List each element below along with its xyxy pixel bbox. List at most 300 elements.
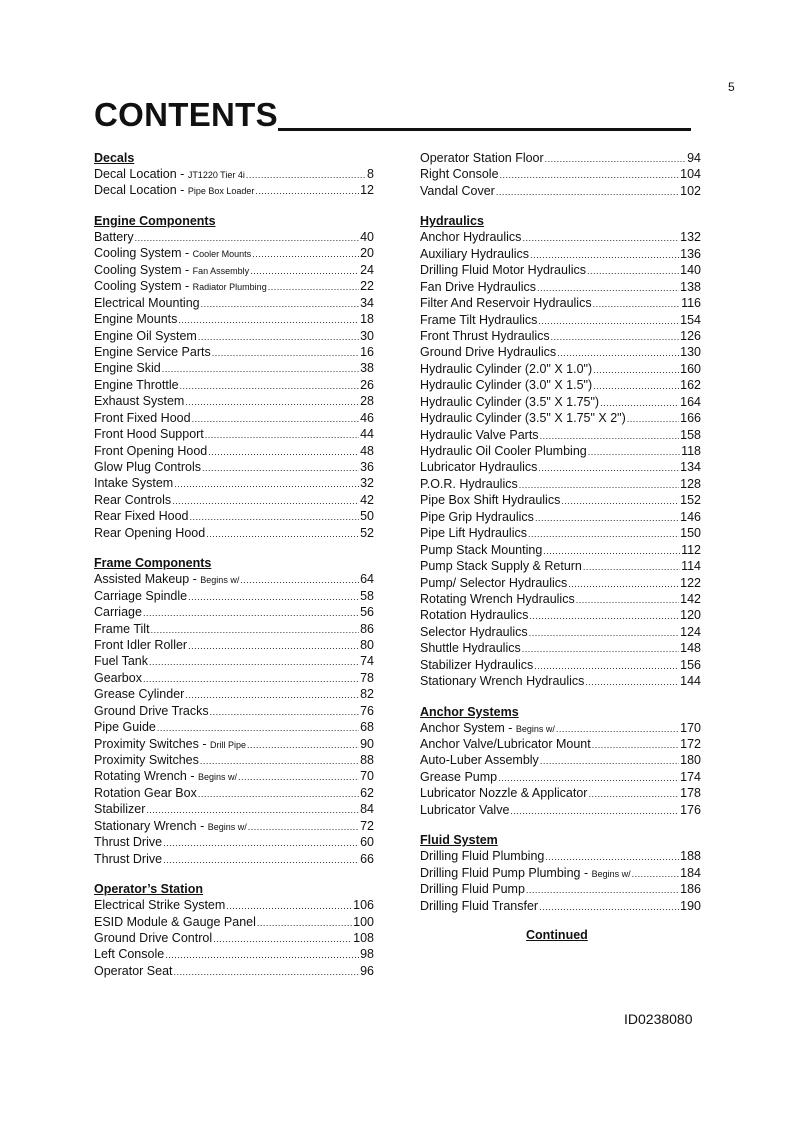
toc-entry-page-number: 34	[360, 295, 374, 310]
toc-entry[interactable]	[420, 898, 701, 914]
toc-entry-name: Pipe Lift Hydraulics	[420, 526, 527, 541]
toc-entry-page-number: 124	[680, 624, 701, 639]
toc-entry-name: Thrust Drive	[94, 851, 163, 866]
toc-entry-qualifier: Begins w/	[591, 868, 631, 879]
toc-entry-name: Auto-Luber Assembly	[420, 753, 539, 768]
toc-entry-page-number: 130	[680, 345, 701, 360]
toc-entry[interactable]	[420, 881, 701, 897]
toc-entry[interactable]	[94, 768, 374, 784]
toc-entry-qualifier: Cooler Mounts	[192, 249, 252, 260]
toc-section-engine-components	[94, 213, 374, 541]
toc-entry[interactable]	[420, 769, 701, 785]
toc-entry[interactable]	[94, 262, 374, 278]
toc-entry-title	[94, 360, 161, 376]
toc-entry-title	[420, 898, 538, 914]
toc-entry[interactable]	[94, 897, 374, 913]
toc-entry-title	[420, 575, 567, 591]
toc-entry-page-number: 180	[680, 753, 701, 768]
toc-entry-name: Stationary Wrench -	[94, 818, 208, 833]
toc-entry-title	[420, 492, 560, 508]
toc-entry[interactable]	[420, 410, 701, 426]
toc-entry[interactable]	[420, 509, 701, 525]
toc-entry-title	[94, 719, 156, 735]
toc-entry-title	[94, 166, 245, 182]
toc-section-continuation	[420, 150, 701, 199]
toc-entry[interactable]	[94, 736, 374, 752]
toc-entry[interactable]	[420, 246, 701, 262]
toc-entry[interactable]	[94, 443, 374, 459]
dot-leader	[522, 641, 679, 656]
toc-entry-page-number: 38	[360, 361, 374, 376]
toc-entry[interactable]	[420, 542, 701, 558]
toc-entry[interactable]	[94, 686, 374, 702]
dot-leader	[212, 345, 359, 360]
toc-entry-name: Proximity Switches	[94, 753, 199, 767]
toc-entry-page-number: 68	[360, 720, 374, 735]
dot-leader	[551, 329, 679, 344]
toc-entry-page-number: 48	[360, 443, 374, 458]
dot-leader	[240, 572, 359, 587]
toc-entry[interactable]	[94, 229, 374, 245]
toc-entry-name: Battery	[94, 229, 134, 244]
toc-entry-title	[420, 785, 587, 801]
toc-entry-name: Exhaust System	[94, 394, 185, 409]
toc-entry-page-number: 28	[360, 394, 374, 409]
toc-entry[interactable]	[94, 752, 374, 768]
toc-entry[interactable]	[94, 785, 374, 801]
toc-entry-name: Drilling Fluid Transfer	[420, 898, 539, 913]
toc-entry-name: Lubricator Valve	[420, 802, 510, 817]
toc-entry-page-number: 52	[360, 525, 374, 540]
dot-leader	[157, 720, 359, 735]
toc-entry[interactable]	[420, 150, 701, 166]
toc-entry-page-number: 58	[360, 588, 374, 603]
toc-entry-page-number: 152	[680, 493, 701, 508]
continued-link[interactable]: Continued	[526, 927, 588, 942]
toc-entry-page-number: 154	[680, 312, 701, 327]
toc-entry[interactable]	[94, 703, 374, 719]
toc-entry[interactable]	[94, 719, 374, 735]
toc-section-decals	[94, 150, 374, 199]
toc-entry-name: Anchor Hydraulics	[420, 230, 522, 245]
toc-entry-title	[94, 946, 164, 962]
toc-entry-page-number: 118	[681, 444, 701, 458]
toc-entry[interactable]	[420, 752, 701, 768]
toc-entry-name: Drilling Fluid Pump Plumbing -	[420, 865, 592, 880]
toc-entry-title	[94, 897, 225, 913]
toc-entry-page-number: 174	[680, 769, 701, 784]
toc-entry-page-number: 32	[360, 476, 374, 491]
toc-entry[interactable]	[94, 818, 374, 834]
dot-leader	[600, 395, 679, 410]
toc-entry-title	[94, 571, 239, 587]
toc-entry-name: P.O.R. Hydraulics	[420, 476, 518, 491]
toc-entry[interactable]	[420, 657, 701, 673]
toc-entry-page-number: 100	[353, 914, 374, 929]
toc-entry-page-number: 96	[360, 963, 374, 978]
dot-leader	[540, 428, 680, 443]
toc-entry[interactable]	[94, 344, 374, 360]
toc-right-column	[420, 150, 701, 942]
toc-entry-page-number: 50	[360, 509, 374, 524]
toc-entry-page-number: 148	[680, 641, 701, 656]
toc-entry-page-number: 120	[680, 608, 701, 623]
dot-leader	[163, 852, 359, 867]
toc-entry-name: Assisted Makeup -	[94, 572, 201, 587]
toc-entry-title	[420, 525, 527, 541]
toc-entry[interactable]	[94, 801, 374, 817]
toc-entry[interactable]	[94, 410, 374, 426]
toc-entry-page-number: 56	[360, 605, 374, 620]
toc-entry-page-number: 80	[360, 637, 374, 652]
toc-entry-title	[94, 229, 134, 245]
toc-entry[interactable]	[420, 361, 701, 377]
toc-entry[interactable]	[94, 946, 374, 962]
toc-entry-page-number: 26	[360, 377, 374, 392]
toc-entry-name: Rotation Gear Box	[94, 785, 197, 800]
toc-entry[interactable]	[420, 394, 701, 410]
dot-leader	[198, 329, 359, 344]
dot-leader	[585, 674, 679, 689]
toc-entry[interactable]	[420, 459, 701, 475]
toc-entry-title	[94, 653, 148, 669]
toc-entry-name: Right Console	[420, 167, 499, 182]
toc-entry[interactable]	[420, 736, 701, 752]
toc-entry[interactable]	[420, 607, 701, 623]
toc-entry-title	[94, 410, 191, 426]
toc-entry[interactable]	[94, 311, 374, 327]
toc-entry[interactable]	[94, 328, 374, 344]
dot-leader	[561, 493, 679, 508]
toc-entry-name: Frame Tilt Hydraulics	[420, 312, 538, 327]
page-number: 5	[728, 80, 735, 94]
toc-entry[interactable]	[420, 640, 701, 656]
toc-entry-title	[420, 246, 529, 262]
toc-entry-name: Rotating Wrench -	[94, 769, 198, 784]
toc-entry-name: Fuel Tank	[94, 654, 148, 669]
toc-entry-name: Anchor System -	[420, 720, 516, 735]
toc-entry-title	[420, 848, 544, 864]
toc-entry-name: Rotating Wrench Hydraulics	[420, 591, 575, 606]
dot-leader	[226, 898, 352, 913]
toc-entry-title	[420, 591, 575, 607]
toc-entry-title	[420, 459, 537, 475]
dot-leader	[180, 378, 360, 393]
toc-entry-title	[420, 476, 518, 492]
toc-entry[interactable]	[94, 182, 374, 198]
toc-entry-qualifier: Begins w/	[207, 821, 247, 832]
toc-entry-title	[420, 183, 495, 199]
toc-entry[interactable]	[420, 720, 701, 736]
toc-entry-title	[420, 410, 626, 426]
toc-entry[interactable]	[94, 588, 374, 604]
toc-entry-name: Gearbox	[94, 670, 142, 685]
toc-entry-title	[94, 278, 267, 294]
toc-entry-name: Pipe Box Shift Hydraulics	[420, 493, 561, 508]
dot-leader	[538, 460, 679, 475]
toc-entry-name: Vandal Cover	[420, 183, 495, 198]
toc-entry-name: Pipe Grip Hydraulics	[420, 509, 534, 524]
toc-entry-title	[420, 150, 544, 166]
toc-entry-page-number: 22	[360, 279, 374, 294]
toc-entry[interactable]	[94, 637, 374, 653]
toc-entry[interactable]	[94, 834, 374, 850]
toc-entry-title	[420, 720, 555, 736]
toc-entry-title	[94, 736, 246, 752]
toc-entry-page-number: 84	[360, 802, 374, 817]
toc-entry[interactable]	[94, 930, 374, 946]
dot-leader	[557, 345, 679, 360]
toc-entry-title	[94, 818, 247, 834]
dot-leader	[568, 576, 679, 591]
toc-entry[interactable]	[420, 229, 701, 245]
toc-entry[interactable]	[420, 183, 701, 199]
toc-entry-name: Rear Controls	[94, 492, 172, 507]
toc-entry[interactable]	[94, 475, 374, 491]
toc-entry[interactable]	[94, 525, 374, 541]
dot-leader	[143, 605, 359, 620]
dot-leader	[545, 849, 679, 864]
dot-leader	[174, 964, 360, 979]
dot-leader	[255, 183, 359, 198]
toc-entry-page-number: 136	[680, 246, 701, 261]
toc-entry[interactable]	[420, 328, 701, 344]
toc-entry-name: Anchor Valve/Lubricator Mount	[420, 737, 591, 751]
toc-entry-name: Shuttle Hydraulics	[420, 641, 521, 656]
toc-entry[interactable]	[94, 360, 374, 376]
toc-entry[interactable]	[420, 525, 701, 541]
toc-entry-page-number: 188	[680, 849, 701, 864]
toc-entry-title	[94, 621, 150, 637]
toc-entry-title	[420, 657, 533, 673]
toc-entry[interactable]	[94, 492, 374, 508]
toc-entry-page-number: 132	[680, 230, 701, 245]
toc-entry[interactable]	[94, 278, 374, 294]
toc-entry-name: Engine Oil System	[94, 328, 197, 343]
toc-entry-page-number: 172	[680, 737, 701, 751]
toc-entry[interactable]	[94, 295, 374, 311]
toc-entry[interactable]	[420, 673, 701, 689]
toc-entry-page-number: 88	[360, 753, 374, 767]
dot-leader	[188, 638, 359, 653]
toc-entry-name: Engine Mounts	[94, 312, 178, 327]
toc-entry-page-number: 30	[360, 328, 374, 343]
dot-leader	[534, 658, 679, 673]
toc-entry[interactable]	[420, 492, 701, 508]
toc-entry-page-number: 70	[360, 769, 374, 784]
toc-entry-qualifier: JT1220 Tier 4i	[187, 170, 245, 180]
toc-entry[interactable]	[94, 604, 374, 620]
dot-leader	[545, 151, 686, 166]
toc-entry-title	[94, 686, 184, 702]
dot-leader	[556, 721, 679, 736]
toc-entry[interactable]	[420, 848, 701, 864]
toc-entry[interactable]	[420, 443, 701, 459]
dot-leader	[510, 803, 679, 818]
dot-leader	[543, 543, 680, 558]
dot-leader	[528, 526, 679, 541]
toc-entry-title	[94, 930, 212, 946]
toc-entry-name: Front Thrust Hydraulics	[420, 328, 550, 343]
toc-left-column	[94, 150, 374, 993]
toc-entry-page-number: 42	[360, 492, 374, 507]
toc-entry-name: Lubricator Hydraulics	[420, 460, 538, 475]
toc-entry[interactable]	[94, 653, 374, 669]
toc-entry-title	[420, 736, 591, 752]
section-heading: Engine Components	[94, 213, 216, 228]
toc-entry[interactable]	[94, 426, 374, 442]
toc-entry-name: Hydraulic Cylinder (3.0" X 1.5")	[420, 378, 593, 393]
toc-entry-title	[420, 361, 592, 377]
toc-entry-name: ESID Module & Gauge Panel	[94, 914, 256, 929]
toc-entry-title	[94, 443, 207, 459]
dot-leader	[529, 625, 679, 640]
toc-entry[interactable]	[94, 851, 374, 867]
toc-entry-page-number: 90	[360, 736, 374, 751]
toc-entry-title	[94, 295, 200, 311]
toc-entry-page-number: 134	[680, 460, 701, 475]
toc-entry-name: Carriage Spindle	[94, 588, 188, 603]
dot-leader	[143, 671, 359, 686]
toc-entry-name: Front Idler Roller	[94, 637, 188, 652]
toc-entry-name: Filter And Reservoir Hydraulics	[420, 296, 592, 311]
toc-entry-title	[94, 459, 201, 475]
toc-entry-name: Ground Drive Control	[94, 930, 213, 945]
toc-entry-name: Front Hood Support	[94, 427, 204, 442]
toc-entry-name: Drilling Fluid Motor Hydraulics	[420, 263, 587, 278]
dot-leader	[174, 476, 359, 491]
toc-entry-name: Engine Skid	[94, 361, 161, 376]
dot-leader	[185, 394, 359, 409]
toc-entry[interactable]	[420, 558, 701, 574]
dot-leader	[537, 280, 679, 295]
dot-leader	[200, 753, 359, 768]
toc-entry[interactable]	[94, 914, 374, 930]
toc-entry[interactable]	[94, 670, 374, 686]
toc-entry-name: Pump Stack Mounting	[420, 542, 543, 557]
dot-leader	[188, 589, 359, 604]
toc-entry[interactable]	[420, 166, 701, 182]
toc-entry-page-number: 16	[360, 344, 374, 359]
toc-entry-title	[94, 344, 211, 360]
toc-entry-title	[94, 262, 249, 278]
toc-entry-title	[94, 801, 145, 817]
toc-entry-page-number: 106	[353, 898, 374, 913]
toc-entry-title	[94, 963, 173, 979]
toc-entry-page-number: 170	[680, 720, 701, 735]
toc-entry[interactable]	[420, 262, 701, 278]
toc-entry[interactable]	[420, 785, 701, 801]
toc-entry-name: Decal Location -	[94, 167, 188, 181]
toc-entry-title	[420, 607, 528, 623]
toc-entry-title	[420, 640, 521, 656]
toc-entry[interactable]	[420, 476, 701, 492]
dot-leader	[268, 279, 359, 294]
toc-entry[interactable]	[94, 377, 374, 393]
toc-entry[interactable]	[420, 279, 701, 295]
toc-entry-title	[94, 525, 205, 541]
dot-leader	[210, 704, 359, 719]
dot-leader	[146, 802, 359, 817]
dot-leader	[252, 246, 359, 261]
toc-entry-name: Stationary Wrench Hydraulics	[420, 674, 585, 689]
section-heading: Anchor Systems	[420, 704, 519, 719]
document-id: ID0238080	[624, 1011, 693, 1027]
dot-leader	[519, 477, 679, 492]
toc-entry-name: Stabilizer Hydraulics	[420, 657, 534, 672]
toc-entry-title	[94, 604, 142, 620]
toc-entry-title	[94, 588, 187, 604]
dot-leader	[593, 362, 679, 377]
toc-entry[interactable]	[420, 312, 701, 328]
toc-entry-name: Pipe Guide	[94, 720, 156, 735]
toc-entry-title	[420, 881, 525, 897]
toc-entry-page-number: 128	[680, 476, 701, 491]
toc-entry-qualifier: Pipe Box Loader	[187, 186, 255, 197]
toc-entry-page-number: 46	[360, 410, 374, 425]
toc-entry-page-number: 116	[681, 296, 701, 311]
toc-entry-title	[420, 542, 542, 558]
toc-entry[interactable]	[420, 377, 701, 393]
toc-entry[interactable]	[94, 571, 374, 587]
toc-entry[interactable]	[420, 591, 701, 607]
toc-entry-page-number: 36	[360, 460, 374, 474]
section-heading: Fluid System	[420, 833, 498, 848]
toc-entry-page-number: 178	[680, 786, 701, 801]
toc-entry-name: Lubricator Nozzle & Applicator	[420, 786, 588, 801]
toc-entry[interactable]	[420, 427, 701, 443]
toc-entry-name: Engine Throttle	[94, 377, 179, 392]
dot-leader	[162, 361, 359, 376]
toc-entry-title	[94, 508, 189, 524]
toc-entry-page-number: 82	[360, 687, 374, 702]
toc-entry-qualifier: Begins w/	[197, 772, 238, 783]
toc-entry-page-number: 64	[360, 572, 374, 587]
toc-entry-page-number: 126	[680, 328, 701, 343]
toc-section-frame-components	[94, 555, 374, 867]
toc-entry[interactable]	[94, 963, 374, 979]
toc-entry[interactable]	[94, 245, 374, 261]
toc-entry-page-number: 72	[360, 818, 374, 833]
toc-entry-name: Cooling System -	[94, 279, 193, 294]
section-heading: Frame Components	[94, 556, 212, 571]
toc-entry-title	[420, 328, 550, 344]
toc-entry-page-number: 104	[680, 167, 701, 182]
section-heading: Decals	[94, 151, 135, 165]
toc-entry[interactable]	[420, 575, 701, 591]
toc-entry[interactable]	[420, 865, 701, 881]
toc-entry-page-number: 12	[360, 183, 374, 198]
toc-entry[interactable]	[94, 459, 374, 475]
dot-leader	[250, 263, 359, 278]
toc-entry-page-number: 24	[360, 262, 374, 277]
toc-entry-name: Frame Tilt	[94, 621, 150, 636]
toc-entry[interactable]	[420, 344, 701, 360]
toc-entry-title	[94, 752, 199, 768]
toc-entry[interactable]	[94, 621, 374, 637]
toc-entry[interactable]	[420, 802, 701, 818]
dot-leader	[198, 786, 359, 801]
toc-entry[interactable]	[420, 624, 701, 640]
toc-entry-name: Operator Station Floor	[420, 151, 544, 165]
toc-entry[interactable]	[94, 166, 374, 182]
toc-entry-page-number: 144	[680, 674, 701, 689]
toc-entry[interactable]	[94, 508, 374, 524]
toc-entry-title	[420, 443, 587, 459]
toc-entry[interactable]	[94, 393, 374, 409]
toc-entry[interactable]	[420, 295, 701, 311]
toc-entry-page-number: 18	[360, 312, 374, 327]
